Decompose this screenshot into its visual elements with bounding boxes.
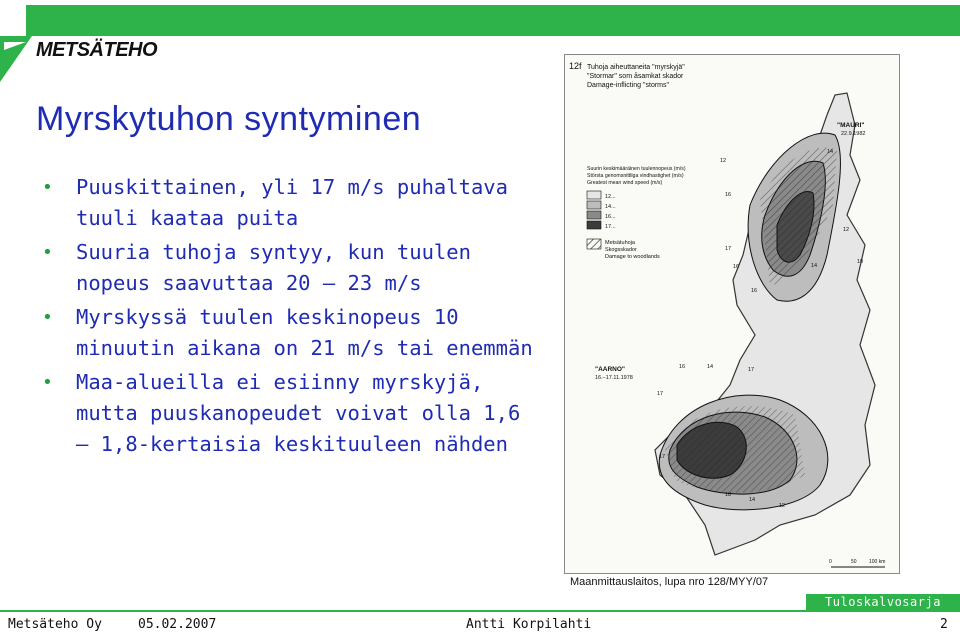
bullet-dot-icon: • [42,177,53,198]
map-header-number: 12f [569,61,582,71]
footer-org: Metsäteho Oy [8,617,102,632]
legend-title-line: Suurin keskimääräinen tuulennopeus (m/s) [587,166,686,172]
top-green-band [26,5,960,36]
footer-page-number: 2 [940,617,948,632]
map-credit: Maanmittauslaitos, lupa nro 128/MYY/07 [570,576,769,588]
svg-text:17: 17 [659,454,666,460]
legend-speed: 12... [605,194,616,200]
legend-speed: 17... [605,224,616,230]
footer-date: 05.02.2007 [138,617,217,632]
footer-tab-label: Tuloskalvosarja [806,594,960,611]
svg-text:0: 0 [829,559,832,565]
svg-text:14: 14 [707,364,714,370]
storm-label-mauri: "MAURI" [837,122,865,129]
svg-text:16: 16 [751,288,758,294]
bullet-item: • Myrskyssä tuulen keskinopeus 10 minuutin aikana on 21 m/s tai enemmän [40,302,540,364]
storm-date-mauri: 22.9.1982 [841,131,866,137]
footer-divider [0,610,960,612]
logo-triangle-icon [0,36,40,82]
svg-text:16: 16 [679,364,686,370]
svg-text:17: 17 [748,367,755,373]
svg-text:16: 16 [733,264,740,270]
svg-text:14: 14 [749,497,756,503]
bullet-item: • Suuria tuhoja syntyy, kun tuulen nopeus saavuttaa 20 – 23 m/s [40,237,540,299]
svg-text:50: 50 [851,559,857,565]
svg-text:18: 18 [725,492,732,498]
legend-speed: 14... [605,204,616,210]
map-header-line: Tuhoja aiheuttaneita "myrskyjä" [587,64,685,71]
storm-damage-map [564,54,900,574]
bullet-dot-icon: • [42,242,53,263]
svg-text:12: 12 [779,503,786,509]
legend-damage-line: Metsätuhoja [605,240,635,246]
svg-text:12: 12 [843,227,850,233]
bullet-list [40,172,540,463]
storm-label-aarno: "AARNO" [595,366,625,373]
page-title: Myrskytuhon syntyminen [36,100,422,138]
legend-damage-line: Damage to woodlands [605,254,660,260]
bullet-item: • Maa-alueilla ei esiinny myrskyjä, mutta puuskanopeudet voivat olla 1,6 – 1,8-kertaisia keskituuleen nähden [40,367,540,460]
legend-title-line: Största genomsnittliga vindhastighet (m/s) [587,173,684,179]
svg-text:17: 17 [725,246,732,252]
svg-text:14: 14 [811,263,818,269]
svg-text:14: 14 [827,149,834,155]
svg-text:16: 16 [725,192,732,198]
svg-text:100 km: 100 km [869,559,886,565]
map-header-line: "Stormar" som åsamkat skador [587,73,684,80]
storm-date-aarno: 16.–17.11.1978 [595,375,633,381]
map-header-line: Damage-inflicting "storms" [587,82,669,89]
legend-damage-line: Skogsskador [605,247,637,253]
bullet-dot-icon: • [42,372,53,393]
legend-title-line: Greatest mean wind speed (m/s) [587,180,663,186]
bullet-dot-icon: • [42,307,53,328]
logo-text: METSÄTEHO [36,39,158,61]
bullet-item: • Puuskittainen, yli 17 m/s puhaltava tuuli kaataa puita [40,172,540,234]
svg-text:17: 17 [657,391,664,397]
svg-text:10: 10 [857,259,864,265]
legend-speed: 16... [605,214,616,220]
top-bar [0,0,960,36]
finland-map-image [565,55,899,573]
footer-author: Antti Korpilahti [466,617,592,632]
svg-text:12: 12 [720,158,727,164]
